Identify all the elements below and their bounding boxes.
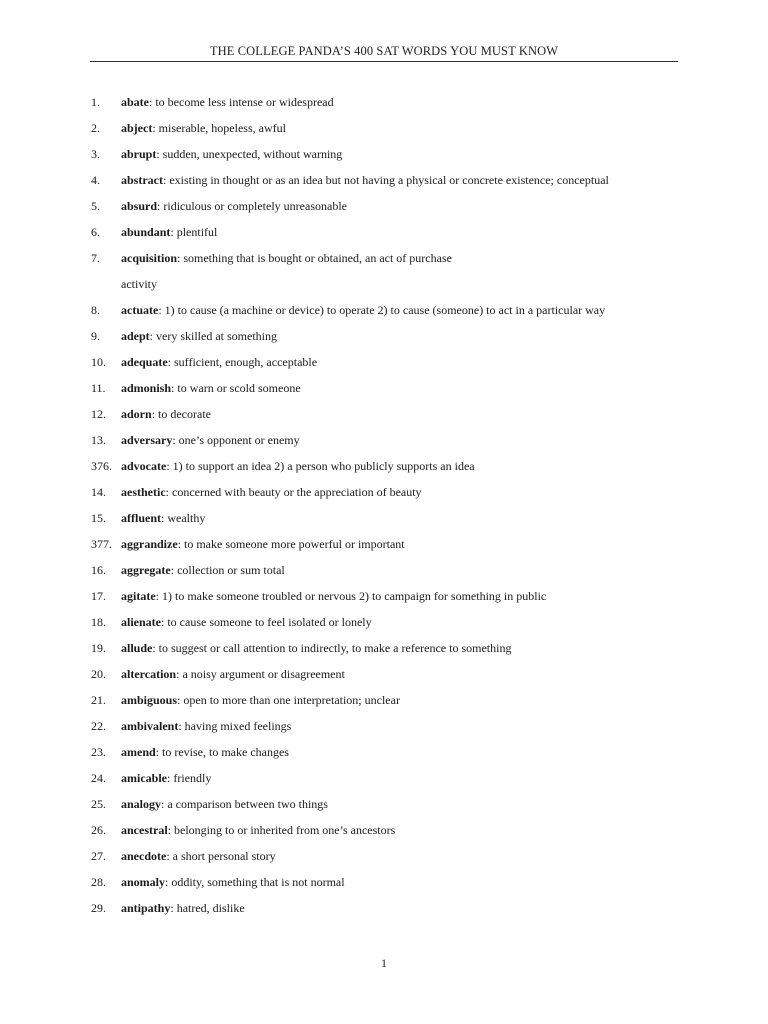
entry-text [121, 770, 211, 787]
entry-definition: : belonging to or inherited from one’s ancestors [167, 823, 396, 837]
entry-number: 17. [91, 589, 106, 603]
entry-definition: : sufficient, enough, acceptable [167, 355, 318, 369]
entry-definition: : very skilled at something [149, 329, 277, 343]
list-item [0, 614, 768, 640]
entry-definition: : sudden, unexpected, without warning [156, 147, 343, 161]
entry-number: 5. [91, 199, 100, 213]
list-item [0, 458, 768, 484]
entry-term: acquisition [121, 251, 178, 265]
list-item [0, 172, 768, 198]
entry-term: admonish [121, 381, 172, 395]
entry-text [121, 328, 277, 345]
list-item-continuation [0, 276, 768, 302]
entry-number: 3. [91, 147, 100, 161]
entry-definition: : oddity, something that is not normal [165, 875, 345, 889]
entry-text [121, 250, 452, 267]
entry-number: 20. [91, 667, 106, 681]
entry-definition: : 1) to cause (a machine or device) to operate 2) to cause (someone) to act in a particular way [158, 303, 606, 317]
entry-number: 23. [91, 745, 106, 759]
entry-term: ambiguous [121, 693, 178, 707]
entry-definition: : plentiful [170, 225, 218, 239]
list-item [0, 510, 768, 536]
entry-definition: : to cause someone to feel isolated or lonely [161, 615, 372, 629]
entry-term: abject [121, 121, 153, 135]
entry-text [121, 406, 211, 423]
list-item [0, 432, 768, 458]
entry-definition: : to become less intense or widespread [149, 95, 334, 109]
list-item [0, 536, 768, 562]
entry-term: anomaly [121, 875, 166, 889]
list-item [0, 302, 768, 328]
entry-text [121, 302, 605, 319]
list-item [0, 848, 768, 874]
entry-definition: : a comparison between two things [161, 797, 328, 811]
entry-term: altercation [121, 667, 177, 681]
entry-number: 11. [91, 381, 106, 395]
entry-term: ancestral [121, 823, 168, 837]
entry-term: absurd [121, 199, 158, 213]
entry-number: 22. [91, 719, 106, 733]
entry-number: 377. [91, 537, 112, 551]
entry-text [121, 562, 285, 579]
entry-text [121, 640, 511, 657]
list-item [0, 354, 768, 380]
entry-text [121, 718, 291, 735]
entry-definition: : concerned with beauty or the appreciation of beauty [165, 485, 422, 499]
entry-term: adept [121, 329, 150, 343]
entry-number: 24. [91, 771, 106, 785]
entry-text [121, 510, 205, 527]
list-item [0, 640, 768, 666]
entry-definition: : open to more than one interpretation; unclear [177, 693, 400, 707]
entry-definition: : having mixed feelings [178, 719, 292, 733]
entry-text [121, 458, 475, 475]
entry-text [121, 900, 245, 917]
list-item [0, 484, 768, 510]
list-item [0, 380, 768, 406]
entry-number: 26. [91, 823, 106, 837]
entry-term: abate [121, 95, 149, 109]
entry-term: adversary [121, 433, 173, 447]
entry-number: 376. [91, 459, 112, 473]
entry-number: 8. [91, 303, 100, 317]
entry-text [121, 146, 342, 163]
entry-text [121, 94, 334, 111]
entry-term: agitate [121, 589, 156, 603]
entry-term: aggrandize [121, 537, 178, 551]
entry-definition: : one’s opponent or enemy [172, 433, 300, 447]
entry-text [121, 874, 345, 891]
entry-term: amend [121, 745, 156, 759]
list-item [0, 328, 768, 354]
entry-term: actuate [121, 303, 159, 317]
entry-number: 13. [91, 433, 106, 447]
entry-text [121, 380, 301, 397]
entry-term: aggregate [121, 563, 171, 577]
entry-term: ambivalent [121, 719, 179, 733]
entry-number: 4. [91, 173, 100, 187]
entry-term: adequate [121, 355, 168, 369]
entry-text [121, 484, 422, 501]
entry-definition: : something that is bought or obtained, an act of purchase [177, 251, 452, 265]
entry-term: anecdote [121, 849, 167, 863]
page-number: 1 [381, 956, 387, 970]
list-item [0, 250, 768, 276]
entry-number: 29. [91, 901, 106, 915]
entry-term: allude [121, 641, 153, 655]
list-item [0, 406, 768, 432]
entry-term: abundant [121, 225, 171, 239]
list-item [0, 744, 768, 770]
entry-number: 21. [91, 693, 106, 707]
entry-number: 1. [91, 95, 100, 109]
entry-definition: : wealthy [161, 511, 206, 525]
entry-term: adorn [121, 407, 152, 421]
entry-term: alienate [121, 615, 161, 629]
entry-definition: : collection or sum total [170, 563, 285, 577]
entry-number: 28. [91, 875, 106, 889]
entry-text [121, 666, 345, 683]
entry-text [121, 198, 347, 215]
entry-definition: : to suggest or call attention to indirectly, to make a reference to something [152, 641, 512, 655]
list-item [0, 796, 768, 822]
entry-text [121, 588, 546, 605]
entry-text [121, 172, 609, 189]
entry-definition: : to revise, to make changes [155, 745, 289, 759]
list-item [0, 770, 768, 796]
entry-definition: : friendly [167, 771, 212, 785]
entry-term: affluent [121, 511, 161, 525]
list-item [0, 562, 768, 588]
list-item [0, 224, 768, 250]
entry-term: advocate [121, 459, 167, 473]
entry-definition: : to warn or scold someone [171, 381, 301, 395]
entry-definition: : 1) to make someone troubled or nervous 2) to campaign for something in public [155, 589, 547, 603]
entry-text [121, 354, 317, 371]
list-item [0, 718, 768, 744]
entry-term: aesthetic [121, 485, 166, 499]
entry-definition: : 1) to support an idea 2) a person who publicly supports an idea [166, 459, 475, 473]
entry-text [121, 614, 372, 631]
entry-definition: : hatred, dislike [170, 901, 245, 915]
list-item [0, 198, 768, 224]
entry-text [121, 224, 217, 241]
list-item [0, 822, 768, 848]
entry-text [121, 848, 276, 865]
entry-definition: : ridiculous or completely unreasonable [157, 199, 347, 213]
list-item [0, 874, 768, 900]
list-item [0, 94, 768, 120]
list-item [0, 666, 768, 692]
entry-definition: : a noisy argument or disagreement [176, 667, 345, 681]
entry-number: 2. [91, 121, 100, 135]
entry-term: amicable [121, 771, 167, 785]
entry-term: abrupt [121, 147, 157, 161]
entry-term: antipathy [121, 901, 171, 915]
entry-definition: : existing in thought or as an idea but not having a physical or concrete existence; conceptual [163, 173, 609, 187]
vocabulary-list [0, 94, 768, 926]
entry-text [121, 822, 395, 839]
header-divider [90, 61, 678, 62]
list-item [0, 900, 768, 926]
list-item [0, 146, 768, 172]
entry-number: 10. [91, 355, 106, 369]
entry-number: 27. [91, 849, 106, 863]
entry-definition: : miserable, hopeless, awful [152, 121, 286, 135]
entry-number: 25. [91, 797, 106, 811]
entry-number: 16. [91, 563, 106, 577]
entry-definition: : a short personal story [166, 849, 276, 863]
entry-text [121, 744, 289, 761]
entry-text [121, 796, 328, 813]
page-header-title: THE COLLEGE PANDA’S 400 SAT WORDS YOU MUST KNOW [209, 44, 559, 58]
entry-definition: : to decorate [151, 407, 211, 421]
entry-number: 9. [91, 329, 100, 343]
entry-number: 14. [91, 485, 106, 499]
entry-number: 12. [91, 407, 106, 421]
entry-text [121, 692, 400, 709]
entry-number: 6. [91, 225, 100, 239]
entry-text [121, 432, 300, 449]
entry-text [121, 276, 157, 293]
entry-definition: activity [121, 277, 157, 291]
entry-number: 7. [91, 251, 100, 265]
list-item [0, 120, 768, 146]
entry-term: abstract [121, 173, 163, 187]
list-item [0, 588, 768, 614]
entry-definition: : to make someone more powerful or important [177, 537, 405, 551]
entry-term: analogy [121, 797, 162, 811]
list-item [0, 692, 768, 718]
entry-number: 18. [91, 615, 106, 629]
entry-text [121, 536, 405, 553]
entry-text [121, 120, 286, 137]
entry-number: 15. [91, 511, 106, 525]
entry-number: 19. [91, 641, 106, 655]
